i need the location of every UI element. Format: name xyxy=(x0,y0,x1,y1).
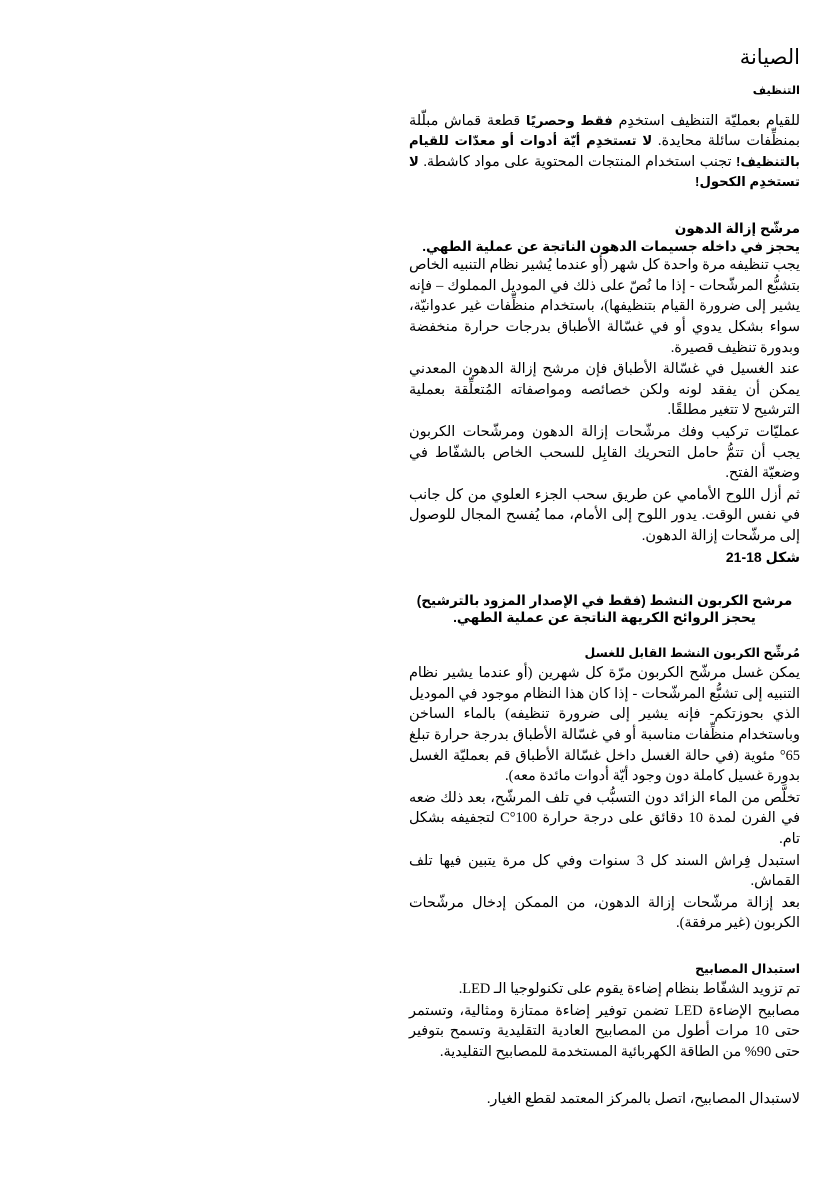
document-content-column xyxy=(409,46,800,1110)
carbon-filter-paragraph-2: تخلَّص من الماء الزائد دون التسبُّب في تلف المرشّح، بعد ذلك ضعه في الفرن لمدة 10 دقائق على درجة حرارة 100°C لتجفيفه بشكل تام. xyxy=(409,789,800,847)
spacer-before-closing xyxy=(409,1063,800,1089)
grease-filter-paragraph-2: عند الغسيل في غسّالة الأطباق فإن مرشح إزالة الدهون المعدني يمكن أن يفقد لونه ولكن خصائصه ومواصفاته المُتعلِّقة بعملية الترشيح لا تتغير مطلقًا. xyxy=(409,361,800,419)
grease-filter-heading-line-1: مرشّح إزالة الدهون xyxy=(674,220,800,236)
cleaning-text-part-2: قطعة قماش مبلّلة بمنظِّفات سائلة محايدة. xyxy=(409,112,800,150)
section-heading-cleaning: التنظيف xyxy=(752,84,800,97)
carbon-filter-heading-line-2: يحجز الروائح الكريهة الناتجة عن عملية الطهي. xyxy=(453,610,756,626)
spacer-after-cleaning xyxy=(409,194,800,220)
carbon-filter-paragraph-1: يمكن غسل مرشّح الكربون مرّة كل شهرين (أو عندما يشير نظام التنبيه إلى تشبُّع المرشّحات - إذا كان هذا النظام موجود في الموديل الذي بحوزتكم- فإنه يشير إلى ضرورة تنظيفه) بالماء الساخن وباستخدام منظِّفات مناسبة أو في غسّالة الأطباق بدرجة حرارة تبلغ 65° مئوية (في حالة الغسل داخل غسّالة الأطباق قم بعمليّة الغسل بدورة غسيل كاملة دون وجود أيّة أدوات مائدة معه). xyxy=(409,665,800,785)
spacer-after-carbon-heading xyxy=(409,627,800,645)
carbon-filter-paragraph-3: استبدل فِراش السند كل 3 سنوات وفي كل مرة يتبين فيها تلف القماش. xyxy=(409,852,800,890)
lamp-paragraph-2: مصابيح الإضاءة LED تضمن توفير إضاءة ممتازة ومثالية، وتستمر حتى 10 مرات أطول من المصابيح العادية التقليدية وتسمح بتوفير حتى 90% من الطاقة الكهربائية المستخدمة للمصابيح التقليدية. xyxy=(409,1002,800,1060)
grease-filter-paragraph-1: يجب تنظيفه مرة واحدة كل شهر (أو عندما يُشير نظام التنبيه الخاص بتشبُّع المرشّحات - إذا ما نُصّ على ذلك في الموديل المملوك – فإنه يشير إلى ضرورة القيام بتنظيفها)، باستخدام منظِّفات غير عدوانيّة، سواء بشكل يدوي أو في غسّالة الأطباق بدرجات حرارة منخفضة وبدورة تنظيف قصيرة. xyxy=(409,257,800,356)
grease-filter-heading-line-2: يحجز في داخله جسيمات الدهون الناتجة عن عملية الطهي. xyxy=(422,238,800,254)
spacer-before-lamps xyxy=(409,935,800,961)
grease-filter-paragraph-3: عمليّات تركيب وفك مرشّحات إزالة الدهون ومرشّحات الكربون يجب أن تتمُّ حامل التحريك القابِل للسحب الخاص بالشفّاط في وضعيّة الفتح. xyxy=(409,424,800,482)
carbon-filter-paragraph-4: بعد إزالة مرشّحات إزالة الدهون، من الممكن إدخال مرشّحات الكربون (غير مرفقة). xyxy=(409,894,800,932)
lamp-paragraph-1: تم تزويد الشفّاط بنظام إضاءة يقوم على تكنولوجيا الـ LED. xyxy=(458,981,800,998)
cleaning-emphasis-1: فقط وحصريًا xyxy=(525,112,613,128)
grease-filter-paragraph-4: ثم أزل اللوح الأمامي عن طريق سحب الجزء العلوي من كل جانب في نفس الوقت. يدور اللوح إلى الأمام، مما يُفسح المجال للوصول إلى مرشّحات إزالة الدهون. xyxy=(409,486,800,544)
cleaning-text-part-3: تجنب استخدام المنتجات المحتوية على مواد كاشطة. xyxy=(418,153,737,170)
figure-reference: شكل 18-21 xyxy=(725,548,800,565)
cleaning-text-part-1: للقيام بعمليّة التنظيف استخدِم xyxy=(612,112,800,129)
cleaning-emphasis-3: لا تستخدِم الكحول! xyxy=(409,153,800,190)
cleaning-emphasis-2: لا تستخدِم أيّة أدوات أو معدّات للقيام بالتنظيف! xyxy=(409,133,800,169)
carbon-filter-heading-line-1: مرشح الكربون النشط (فقط في الإصدار المزود بالترشيح) xyxy=(416,592,793,608)
carbon-filter-subheading: مُرشِّح الكربون النشط القابل للغسل xyxy=(584,646,800,661)
lamp-replacement-closing-note: لاستبدال المصابيح، اتصل بالمركز المعتمد لقطع الغيار. xyxy=(486,1091,800,1108)
section-heading-lamp-replacement: استبدال المصابيح xyxy=(695,961,800,976)
cleaning-paragraph xyxy=(409,111,800,193)
page-title: الصيانة xyxy=(739,46,800,69)
spacer-before-carbon-filter xyxy=(409,566,800,592)
section-heading-grease-filter xyxy=(409,220,800,255)
section-heading-carbon-filter xyxy=(409,592,800,627)
